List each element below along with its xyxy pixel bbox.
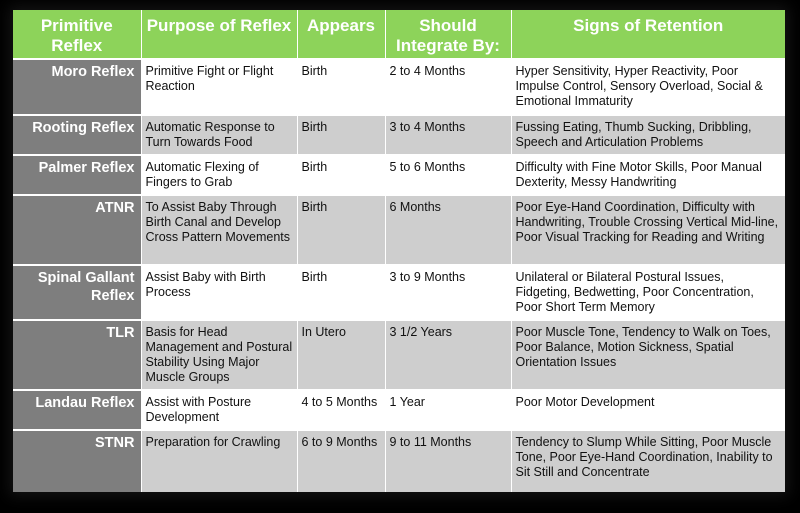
reflex-appears: Birth: [297, 59, 385, 115]
header-integrate-by: Should Integrate By:: [385, 10, 511, 59]
reflex-purpose: Primitive Fight or Flight Reaction: [141, 59, 297, 115]
reflex-signs: Hyper Sensitivity, Hyper Reactivity, Poor Impulse Control, Sensory Overload, Social & Emotional Immaturity: [511, 59, 785, 115]
reflex-appears: In Utero: [297, 320, 385, 390]
reflex-purpose: Basis for Head Management and Postural Stability Using Major Muscle Groups: [141, 320, 297, 390]
reflex-integrate-by: 3 1/2 Years: [385, 320, 511, 390]
reflex-name: Landau Reflex: [13, 390, 141, 430]
reflex-name: STNR: [13, 430, 141, 492]
reflex-integrate-by: 1 Year: [385, 390, 511, 430]
table-header: [13, 10, 785, 59]
reflex-integrate-by: 5 to 6 Months: [385, 155, 511, 195]
reflex-signs: Fussing Eating, Thumb Sucking, Dribbling, Speech and Articulation Problems: [511, 115, 785, 155]
reflex-signs: Unilateral or Bilateral Postural Issues, Fidgeting, Bedwetting, Poor Concentration, Poor Short Term Memory: [511, 265, 785, 320]
reflex-appears: 6 to 9 Months: [297, 430, 385, 492]
table-row: [13, 320, 785, 390]
table-row: [13, 115, 785, 155]
reflex-name: Rooting Reflex: [13, 115, 141, 155]
reflex-appears: Birth: [297, 265, 385, 320]
reflex-appears: 4 to 5 Months: [297, 390, 385, 430]
reflex-name: Spinal Gallant Reflex: [13, 265, 141, 320]
reflex-name: ATNR: [13, 195, 141, 265]
table-row: [13, 155, 785, 195]
table-row: [13, 430, 785, 492]
reflex-table: [13, 10, 785, 492]
reflex-integrate-by: 6 Months: [385, 195, 511, 265]
reflex-signs: Poor Eye-Hand Coordination, Difficulty with Handwriting, Trouble Crossing Vertical Mid-line, Poor Visual Tracking for Reading and Writing: [511, 195, 785, 265]
reflex-integrate-by: 2 to 4 Months: [385, 59, 511, 115]
reflex-appears: Birth: [297, 195, 385, 265]
reflex-integrate-by: 3 to 9 Months: [385, 265, 511, 320]
reflex-purpose: Preparation for Crawling: [141, 430, 297, 492]
reflex-purpose: Automatic Flexing of Fingers to Grab: [141, 155, 297, 195]
reflex-purpose: Assist with Posture Development: [141, 390, 297, 430]
header-primitive-reflex: Primitive Reflex: [13, 10, 141, 59]
table-row: [13, 59, 785, 115]
reflex-integrate-by: 9 to 11 Months: [385, 430, 511, 492]
reflex-name: TLR: [13, 320, 141, 390]
header-appears: Appears: [297, 10, 385, 59]
reflex-signs: Poor Motor Development: [511, 390, 785, 430]
reflex-purpose: Assist Baby with Birth Process: [141, 265, 297, 320]
reflex-purpose: To Assist Baby Through Birth Canal and Develop Cross Pattern Movements: [141, 195, 297, 265]
table-row: [13, 265, 785, 320]
reflex-name: Moro Reflex: [13, 59, 141, 115]
reflex-purpose: Automatic Response to Turn Towards Food: [141, 115, 297, 155]
reflex-name: Palmer Reflex: [13, 155, 141, 195]
reflex-integrate-by: 3 to 4 Months: [385, 115, 511, 155]
table-body: [13, 59, 785, 492]
reflex-signs: Poor Muscle Tone, Tendency to Walk on Toes, Poor Balance, Motion Sickness, Spatial Orientation Issues: [511, 320, 785, 390]
table-row: [13, 195, 785, 265]
reflex-signs: Tendency to Slump While Sitting, Poor Muscle Tone, Poor Eye-Hand Coordination, Inability to Sit Still and Concentrate: [511, 430, 785, 492]
header-signs-of-retention: Signs of Retention: [511, 10, 785, 59]
reflex-chart-frame: [13, 10, 785, 492]
reflex-signs: Difficulty with Fine Motor Skills, Poor Manual Dexterity, Messy Handwriting: [511, 155, 785, 195]
reflex-appears: Birth: [297, 115, 385, 155]
header-purpose: Purpose of Reflex: [141, 10, 297, 59]
reflex-appears: Birth: [297, 155, 385, 195]
table-row: [13, 390, 785, 430]
